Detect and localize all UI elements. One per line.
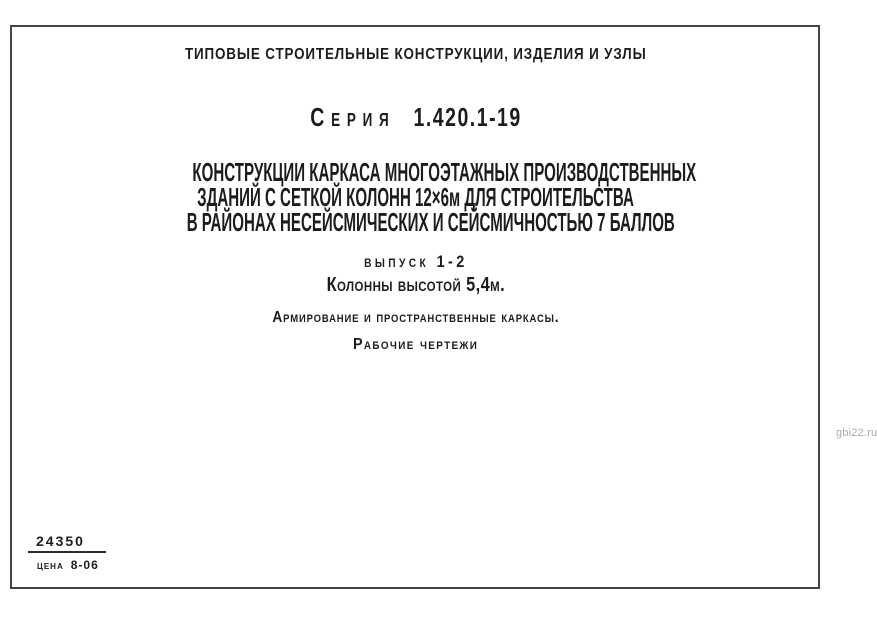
subtitle-contents-text: Армирование и пространственные каркасы.	[272, 309, 560, 326]
document-title-line-1-text: КОНСТРУКЦИИ КАРКАСА МНОГОЭТАЖНЫХ ПРОИЗВОДСТВЕННЫХ	[192, 157, 697, 187]
issue-label: выпуск 1-2	[364, 252, 468, 271]
series-line-inner	[310, 102, 522, 133]
watermark-text: gbi22.ru	[836, 427, 877, 439]
subtitle-columns-text: Колонны высотой 5,4м.	[326, 274, 506, 296]
series-line	[10, 102, 822, 133]
subtitle-type-text: Рабочие чертежи	[353, 336, 479, 353]
document-title-line-3	[10, 207, 822, 237]
subtitle-contents-line	[10, 309, 822, 327]
series-label: Серия	[310, 102, 396, 132]
stamp-price-row	[28, 556, 106, 574]
price-value: 8-06	[70, 558, 99, 572]
price-label: цена	[37, 560, 64, 572]
document-title	[10, 157, 822, 237]
category-header-text: ТИПОВЫЕ СТРОИТЕЛЬНЫЕ КОНСТРУКЦИИ, ИЗДЕЛИЯ И УЗЛЫ	[185, 46, 647, 63]
subtitle-columns-line	[10, 274, 822, 297]
document-title-line-2-text: ЗДАНИЙ С СЕТКОЙ КОЛОНН 12×6м ДЛЯ СТРОИТЕЛЬСТВА	[197, 182, 635, 212]
issue-line	[10, 252, 822, 272]
series-number: 1.420.1-19	[413, 102, 522, 132]
price-stamp	[28, 533, 106, 574]
stamp-number: 24350	[28, 533, 106, 553]
document-title-line-3-text: В РАЙОНАХ НЕСЕЙСМИЧЕСКИХ И СЕЙСМИЧНОСТЬЮ 7 БАЛЛОВ	[186, 207, 675, 237]
category-header	[10, 46, 822, 64]
subtitle-type-line	[10, 336, 822, 354]
